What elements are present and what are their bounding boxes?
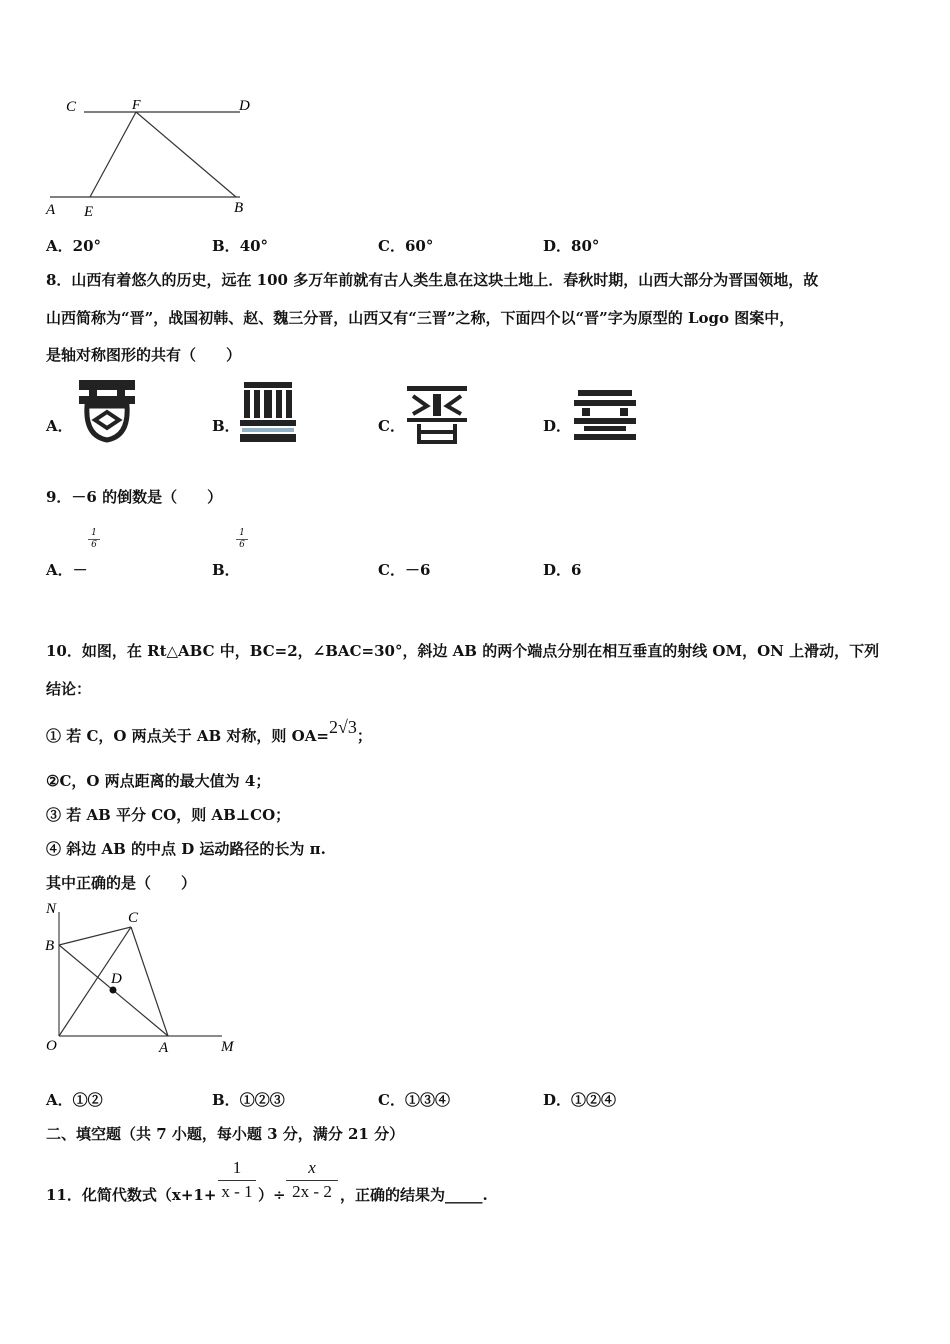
q7-option-a[interactable] [46,236,101,256]
option-letter: A． [46,1091,73,1109]
option-text: ①②③ [239,1091,285,1109]
option-letter: B． [212,561,240,579]
option-letter: C． [378,237,405,255]
q11-suffix: ，正确的结果为_____. [340,1186,488,1204]
option-text: － [72,561,88,579]
conclusion-text: ① 若 C，O 两点关于 AB 对称，则 OA= [46,727,329,745]
q10-figure [40,898,250,1058]
option-letter: A． [46,561,73,579]
q11-middle: ）÷ [258,1186,286,1204]
fraction-denominator: 6 [236,539,248,551]
option-text: ①③④ [404,1091,450,1109]
option-letter: B． [212,237,240,255]
q7-option-c[interactable] [378,236,433,256]
option-text: 6 [571,561,582,579]
section-2-heading: 二、填空题（共 7 小题，每小题 3 分，满分 21 分） [46,1125,405,1143]
q9-option-a-fraction [88,528,100,551]
q9-option-b[interactable] [212,560,240,580]
label-a: A [46,202,56,218]
q10-conclusion-2: ②C，O 两点距离的最大值为 4； [46,772,271,790]
q8-line-2: 山西简称为“晋”，战国初韩、赵、魏三分晋，山西又有“三晋”之称，下面四个以“晋”字为原型的 Logo 图案中， [46,309,795,327]
option-text: －6 [404,561,431,579]
q9-stem: 9．－6 的倒数是（ ） [46,488,223,506]
option-text: ①②④ [571,1091,617,1109]
q10-line-2: 结论： [46,680,92,698]
option-text: 80° [571,237,600,255]
option-text: 60° [404,237,434,255]
q8-option-c[interactable]: C． [378,417,405,435]
q8-line-1: 8．山西有着悠久的历史，远在 100 多万年前就有古人类生息在这块土地上．春秋时期，山西大部分为晋国领地，故 [46,271,819,289]
q10-option-d[interactable] [543,1090,616,1110]
label-f: F [132,98,141,113]
label-b: B [45,938,55,954]
label-c: C [66,99,77,115]
q10-option-b[interactable] [212,1090,285,1110]
label-m: M [221,1039,234,1055]
option-letter: B． [212,1091,240,1109]
q7-option-d[interactable] [543,236,599,256]
fraction-denominator: x - 1 [218,1180,256,1202]
q11-fraction-1 [218,1158,256,1202]
fraction-numerator: 1 [91,528,97,538]
jin-logo-a [75,376,139,444]
jin-logo-b [238,380,298,446]
segment-fb [136,112,236,197]
segment-ca [131,927,168,1036]
q10-option-c[interactable] [378,1090,450,1110]
option-letter: C． [378,1091,405,1109]
label-e: E [84,204,94,220]
fraction-denominator: 2x - 2 [286,1180,338,1202]
q10-ask: 其中正确的是（ ） [46,874,197,892]
label-c: C [128,910,139,926]
q11-fraction-2 [286,1158,338,1202]
midpoint-d [110,987,117,994]
q10-line-1: 10．如图，在 Rt△ABC 中，BC=2，∠BAC=30°，斜边 AB 的两个端点分别在相互垂直的射线 OM，ON 上滑动，下列 [46,642,880,660]
fraction-denominator: 6 [88,539,100,551]
q7-figure [40,92,265,222]
option-letter: D． [543,561,572,579]
q10-conclusion-3: ③ 若 AB 平分 CO，则 AB⊥CO； [46,806,291,824]
q10-conclusion-4: ④ 斜边 AB 的中点 D 运动路径的长为 π. [46,840,326,858]
label-b: B [234,200,244,216]
math-2-sqrt-3: 2√3 [328,717,357,737]
fraction-numerator: x [308,1158,316,1177]
fraction-numerator: 1 [239,528,245,538]
q9-option-d[interactable] [543,560,581,580]
q9-option-b-fraction [236,528,248,551]
label-o: O [46,1038,57,1054]
q11-prefix: 11．化简代数式（x+1+ [46,1186,217,1204]
q8-option-a[interactable]: A． [46,417,73,435]
label-a: A [159,1040,169,1056]
jin-logo-c [405,384,469,446]
q10-conclusion-1 [46,717,372,746]
q9-option-c[interactable] [378,560,430,580]
conclusion-punct: ； [356,727,372,745]
label-d: D [111,971,122,987]
option-letter: D． [543,237,572,255]
q9-option-a[interactable] [46,560,88,580]
q8-option-d[interactable]: D． [543,417,572,435]
option-letter: A． [46,237,73,255]
q8-line-3: 是轴对称图形的共有（ ） [46,346,242,364]
jin-logo-d [572,388,638,446]
option-letter: C． [378,561,405,579]
segment-ef [90,112,136,197]
option-text: ①② [72,1091,103,1109]
q10-option-a[interactable] [46,1090,103,1110]
label-n: N [46,901,57,917]
option-letter: D． [543,1091,572,1109]
fraction-numerator: 1 [232,1158,242,1177]
q7-option-b[interactable] [212,236,268,256]
q8-option-b[interactable]: B． [212,417,240,435]
option-text: 40° [239,237,269,255]
label-d: D [239,98,250,114]
option-text: 20° [72,237,102,255]
